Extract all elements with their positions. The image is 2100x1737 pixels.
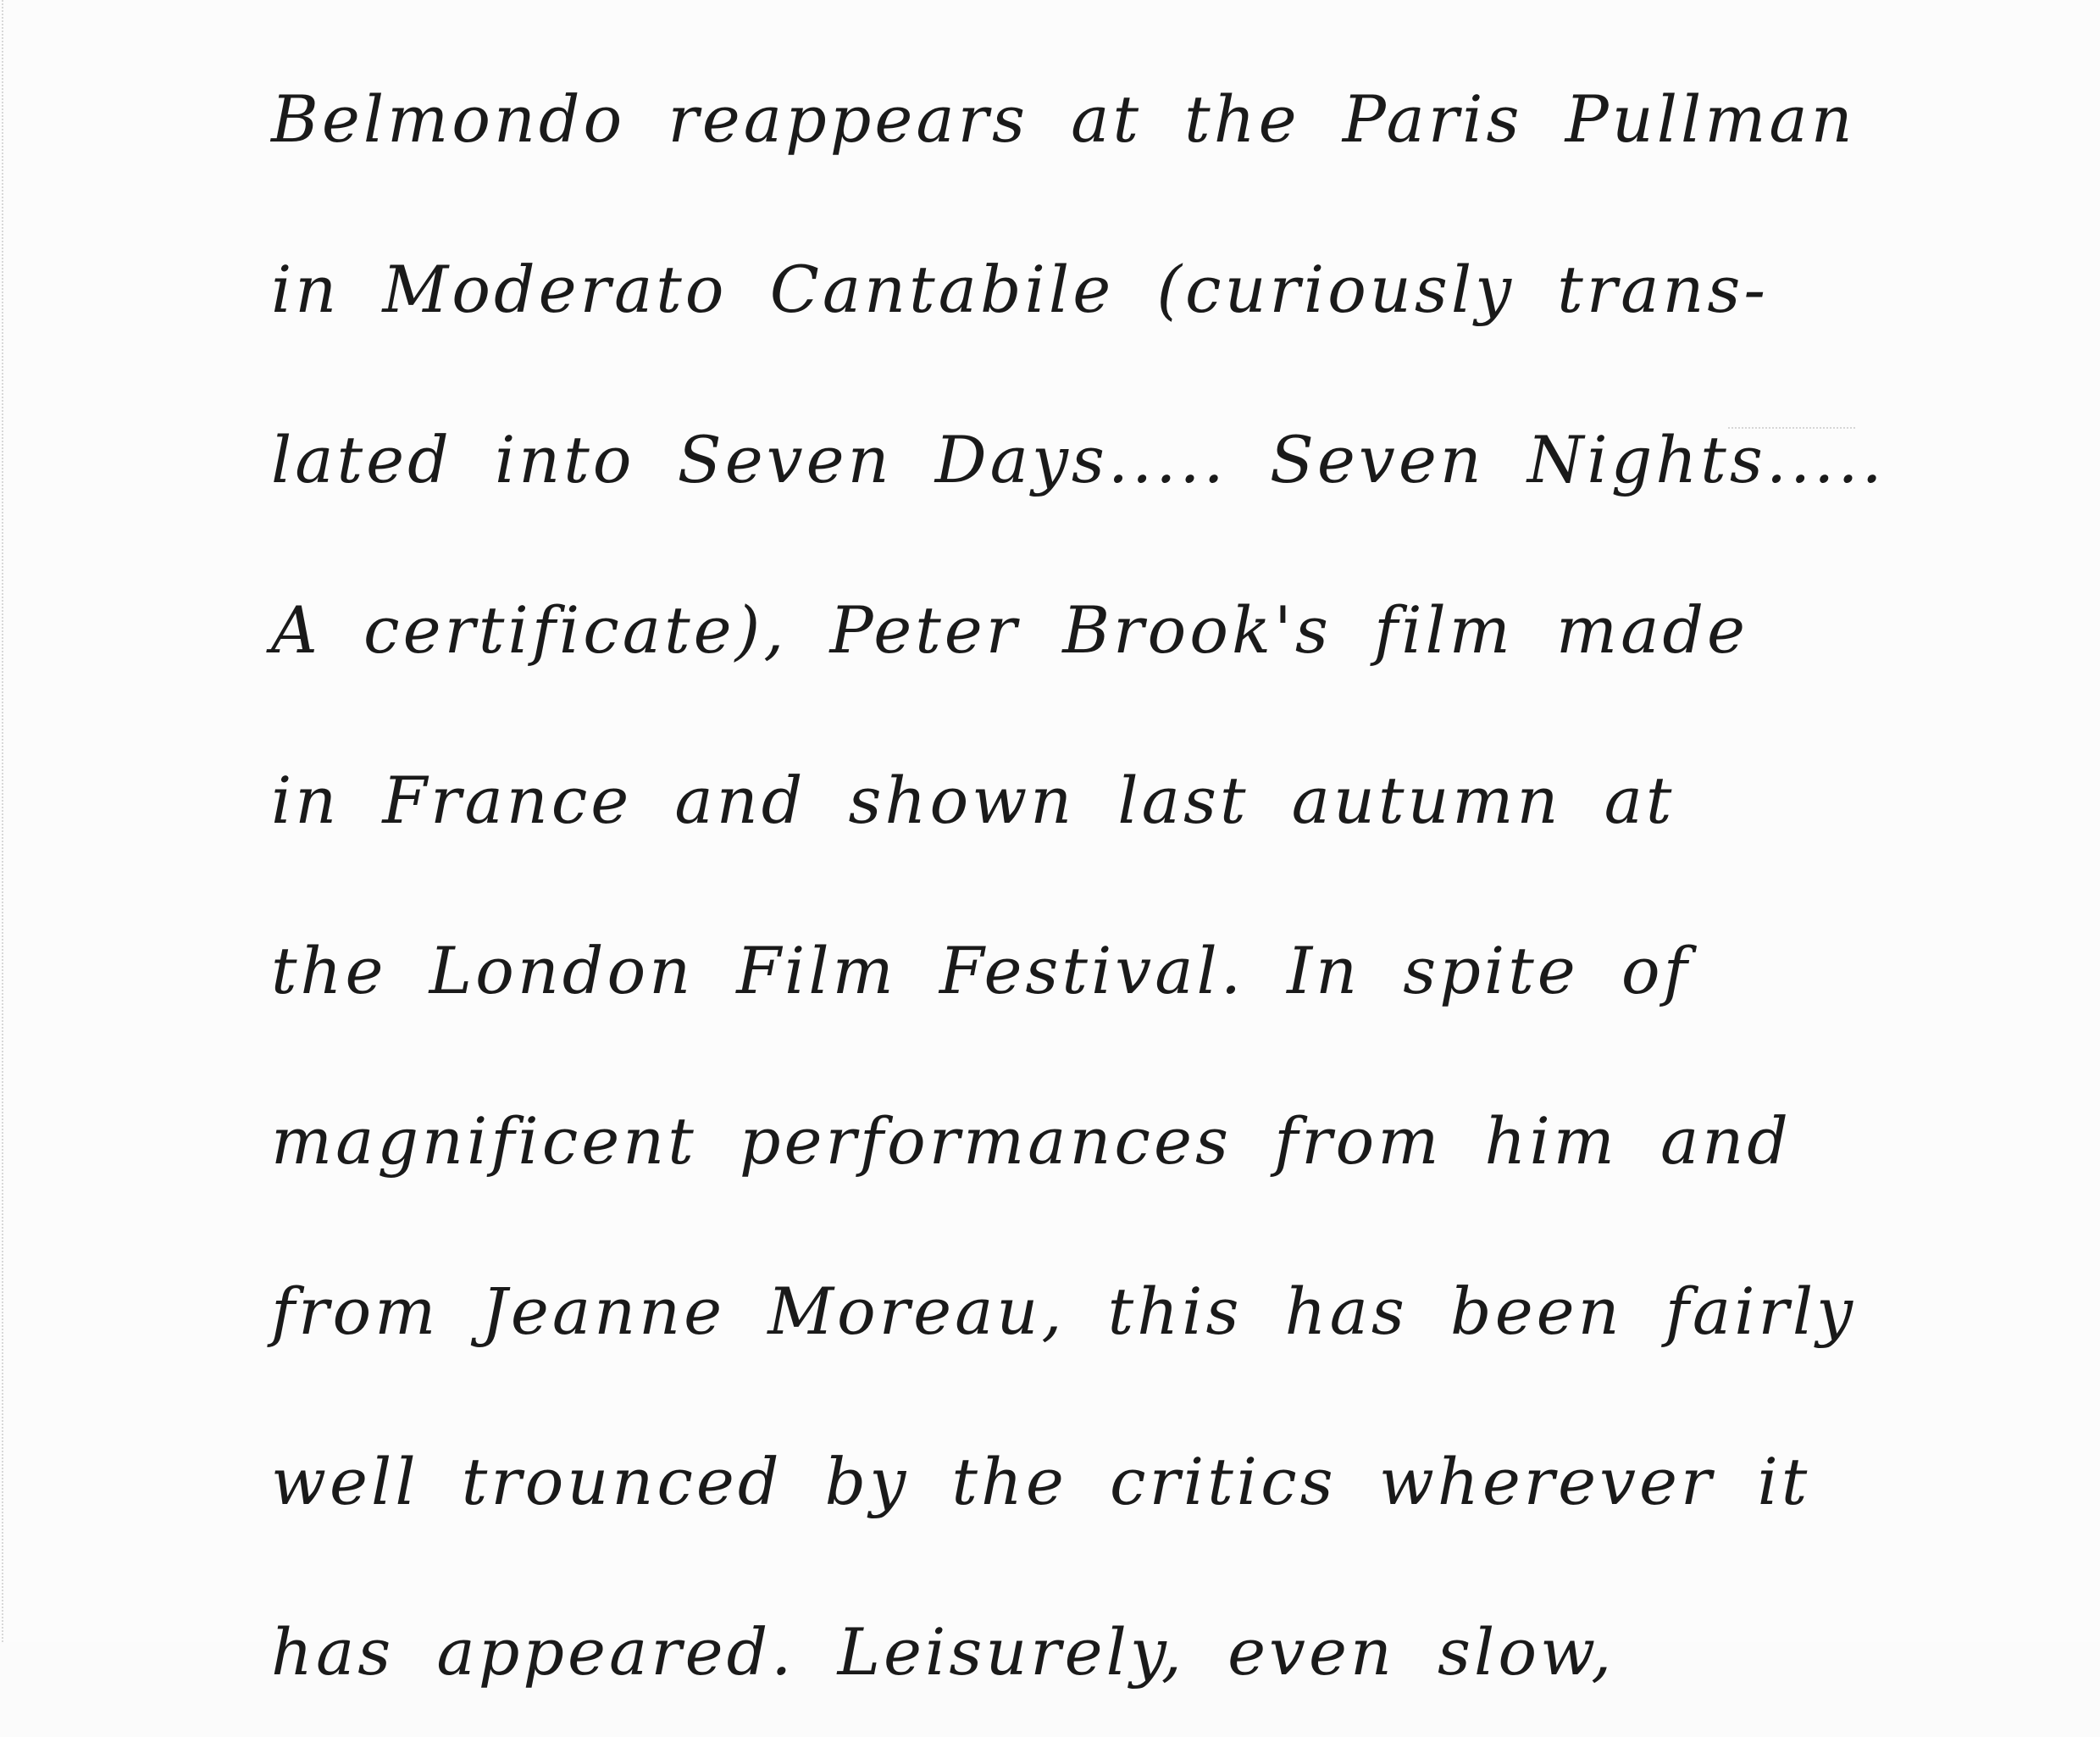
text-line-2: in Moderato Cantabile (curiously trans- [271,252,1770,327]
text-line-5: in France and shown last autumn at [271,763,1676,838]
text-line-3: lated into Seven Days..... Seven Nights..... [271,422,1886,497]
handwritten-text-block [271,34,1931,1737]
text-line-9: well trounced by the critics wherever it [271,1444,1811,1519]
text-line-1: Belmondo reappears at the Paris Pullman [271,81,1856,157]
text-line-10: has appeared. Leisurely, even slow, [271,1614,1615,1690]
scan-margin-marks [2,0,8,1642]
text-line-4: A certificate), Peter Brook's film made [271,592,1749,668]
text-line-6: the London Film Festival. In spite of [271,933,1691,1008]
text-line-7: magnificent performances from him and [271,1103,1792,1179]
text-line-8: from Jeanne Moreau, this has been fairly [271,1274,1857,1349]
